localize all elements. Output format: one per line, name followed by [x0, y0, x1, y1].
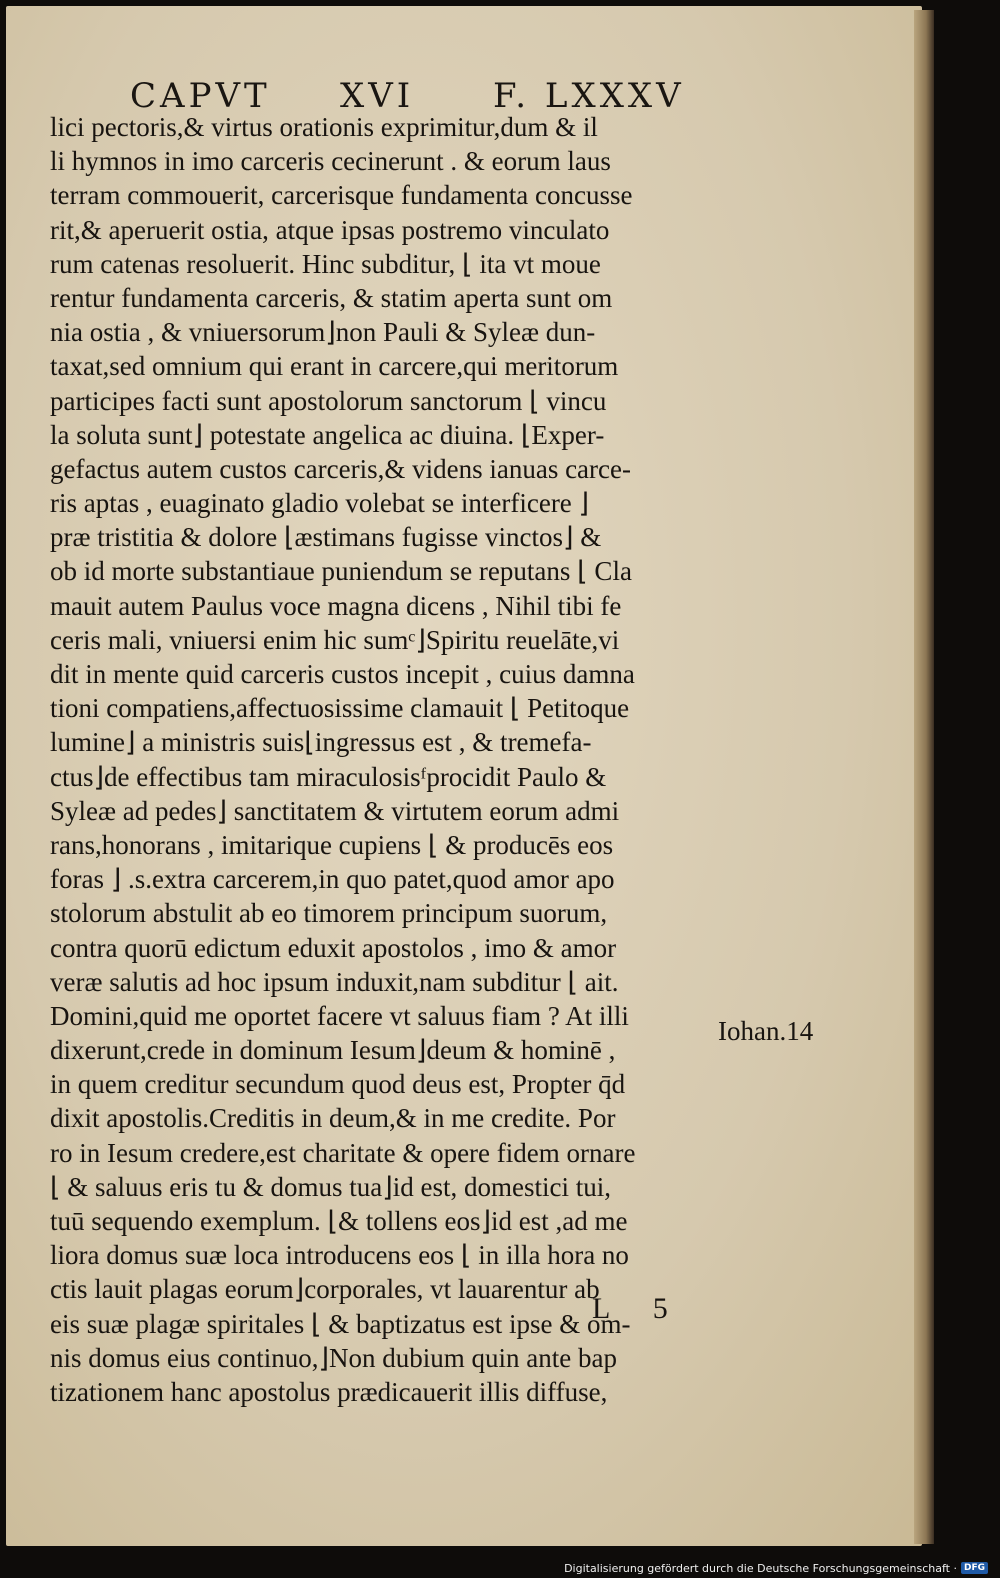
text-line: ctis lauit plagas eorum⌋corporales, vt lauarentur ab [50, 1274, 600, 1305]
text-line: veræ salutis ad hoc ipsum induxit,nam subditur ⌊ ait. [50, 966, 619, 997]
text-line: gefactus autem custos carceris,& videns ianuas carce- [50, 453, 631, 484]
text-line: mauit autem Paulus voce magna dicens , Nihil tibi fe [50, 590, 622, 621]
text-line: ob id morte substantiaue puniendum se reputans ⌊ Cla [50, 556, 632, 587]
text-line: rit,& aperuerit ostia, atque ipsas postremo vinculato [50, 214, 610, 245]
signature-mark: L 5 [592, 1292, 686, 1325]
text-line: ris aptas , euaginato gladio volebat se interficere ⌋ [50, 488, 590, 519]
header-caput: CAPVT [130, 76, 271, 116]
text-line: contra quorū edictum eduxit apostolos , imo & amor [50, 932, 617, 963]
footer-text: Digitalisierung gefördert durch die Deutsche Forschungsgemeinschaft · [564, 1561, 957, 1575]
text-line: tizationem hanc apostolus prædicauerit illis diffuse, [50, 1376, 608, 1407]
book-page [6, 6, 922, 1546]
text-line: tuū sequendo exemplum. ⌊& tollens eos⌋id est ,ad me [50, 1206, 628, 1236]
text-line: taxat,sed omnium qui erant in carcere,qui meritorum [50, 351, 619, 382]
text-line: dit in mente quid carceris custos incepit , cuius damna [50, 659, 635, 689]
text-line: nia ostia , & vniuersorum⌋non Pauli & Syleæ dun- [50, 317, 596, 348]
text-line: rentur fundamenta carceris, & statim aperta sunt om [50, 282, 613, 313]
margin-note: Iohan.14 [718, 1016, 814, 1046]
text-line: la soluta sunt⌋ potestate angelica ac diuina. ⌊Exper- [50, 419, 605, 450]
page-edge [914, 10, 934, 1544]
text-line: terram commouerit, carcerisque fundamenta concusse [50, 180, 633, 211]
text-line: ro in Iesum credere,est charitate & opere fidem ornare [50, 1137, 636, 1168]
text-line: ctus⌋de effectibus tam miraculosisᶠprocidit Paulo & [50, 761, 607, 792]
dfg-logo-icon: DFG [961, 1562, 988, 1574]
header-chapter: XVI [340, 76, 415, 116]
text-line: rans,honorans , imitarique cupiens ⌊ & producēs eos [50, 829, 614, 860]
text-line: eis suæ plagæ spiritales ⌊ & baptizatus est ipse & om- [50, 1308, 631, 1339]
footer-credit [564, 1560, 988, 1576]
text-line: li hymnos in imo carceris cecinerunt . & eorum laus [50, 146, 611, 177]
text-line: foras ⌋ .s.extra carcerem,in quo patet,quod amor apo [50, 864, 615, 895]
text-line: ceris mali, vniuersi enim hic sumᶜ⌋Spiritu reuelāte,vi [50, 624, 620, 655]
text-line: stolorum abstulit ab eo timorem principum suorum, [50, 898, 608, 929]
body-text [50, 110, 716, 1409]
text-line: præ tristitia & dolore ⌊æstimans fugisse vinctos⌋ & [50, 522, 602, 553]
text-line: Domini,quid me oportet facere vt saluus fiam ? At illi [50, 1000, 629, 1031]
header-folio: F. LXXXV [493, 76, 685, 116]
text-line: lici pectoris,& virtus orationis exprimitur,dum & il [50, 112, 598, 142]
text-line: participes facti sunt apostolorum sanctorum ⌊ vincu [50, 385, 607, 416]
text-line: in quem creditur secundum quod deus est, Propter q̄d [50, 1069, 626, 1100]
text-line: rum catenas resoluerit. Hinc subditur, ⌊ ita vt moue [50, 248, 601, 279]
text-line: tioni compatiens,affectuosissime clamauit ⌊ Petitoque [50, 693, 630, 724]
text-line: dixerunt,crede in dominum Iesum⌋deum & hominē , [50, 1035, 616, 1066]
text-line: Syleæ ad pedes⌋ sanctitatem & virtutem eorum admi [50, 795, 620, 826]
text-line: lumine⌋ a ministris suis⌊ingressus est , & tremefa- [50, 727, 592, 758]
text-line: dixit apostolis.Creditis in deum,& in me credite. Por [50, 1103, 616, 1134]
text-line: nis domus eius continuo,⌋Non dubium quin ante bap [50, 1342, 617, 1373]
text-line: liora domus suæ loca introducens eos ⌊ in illa hora no [50, 1240, 629, 1271]
text-line: ⌊ & saluus eris tu & domus tua⌋id est, domestici tui, [50, 1171, 612, 1202]
